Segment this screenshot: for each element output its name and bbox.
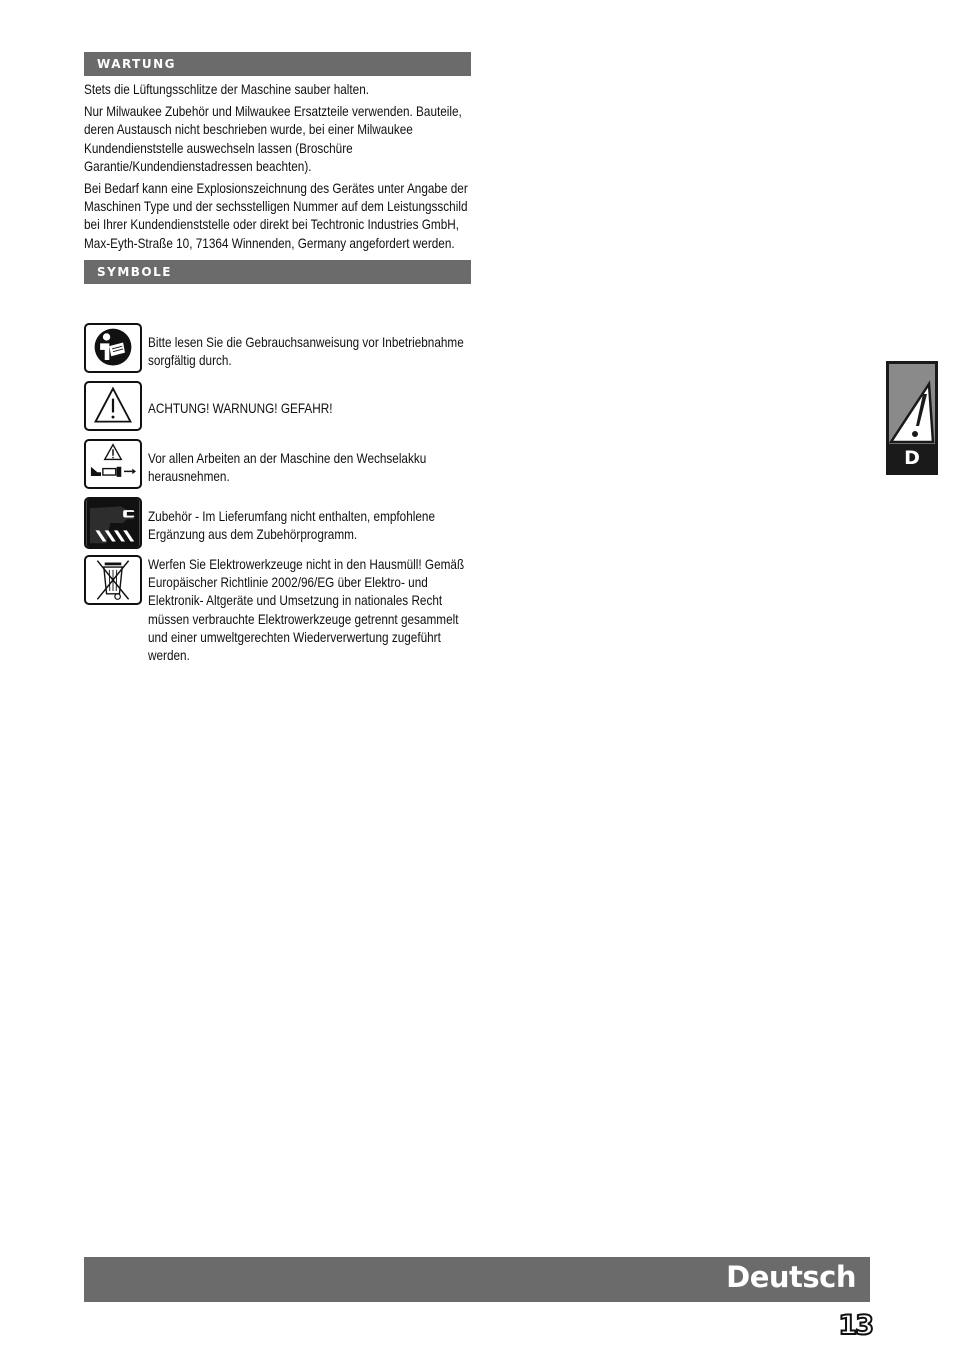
crossed-bin-icon: [84, 555, 142, 605]
symbol-text: Werfen Sie Elektrowerkzeuge nicht in den Hausmüll! Gemäß Europäischer Richtlinie 2002/96/EG über Elektro- und Elektronik- Altgeräte und Umsetzung in nationales Recht müssen verbrauchte Elektrowerkzeuge getrennt gesammelt und einer umweltgerechten Wiederverwertung zugeführt werden.: [148, 556, 465, 664]
section-heading-wartung: WARTUNG: [84, 52, 471, 76]
page-number: 13: [838, 1310, 872, 1341]
language-letter: D: [904, 447, 920, 469]
symbol-text: Zubehör - Im Lieferumfang nicht enthalten, empfohlene Ergänzung aus dem Zubehörprogramm.: [148, 508, 435, 543]
footer-language: Deutsch: [726, 1260, 856, 1294]
warning-triangle-icon: [84, 381, 142, 431]
language-side-tab: [886, 361, 938, 475]
paragraph: Bei Bedarf kann eine Explosionszeichnung des Gerätes unter Angabe der Maschinen Type und der sechsstelligen Nummer auf dem Leistungsschild bei Ihrer Kundendienststelle oder direkt bei Techtronic Industries GmbH, Max-Eyth-Straße 10, 71364 Winnenden, Germany angefordert werden.: [84, 180, 468, 251]
remove-battery-icon: [84, 439, 142, 489]
paragraph: Stets die Lüftungsschlitze der Maschine sauber halten.: [84, 81, 370, 97]
symbol-list: [84, 323, 484, 683]
accessory-icon: [84, 497, 142, 549]
maintenance-section: [84, 52, 471, 284]
footer-bar: [84, 1257, 870, 1302]
symbol-text: ACHTUNG! WARNUNG! GEFAHR!: [148, 400, 333, 416]
section-heading-symbole: SYMBOLE: [84, 260, 471, 284]
read-manual-icon: [84, 323, 142, 373]
paragraph: Nur Milwaukee Zubehör und Milwaukee Ersatzteile verwenden. Bauteile, deren Austausch nicht beschrieben wurde, bei einer Milwaukee Kundendienststelle auswechseln lassen (Broschüre Garantie/Kundendienstadressen beachten).: [84, 103, 462, 174]
symbol-text: Bitte lesen Sie die Gebrauchsanweisung vor Inbetriebnahme sorgfältig durch.: [148, 334, 464, 369]
symbol-text: Vor allen Arbeiten an der Maschine den Wechselakku herausnehmen.: [148, 450, 427, 485]
warning-exclamation-icon: [889, 364, 935, 444]
